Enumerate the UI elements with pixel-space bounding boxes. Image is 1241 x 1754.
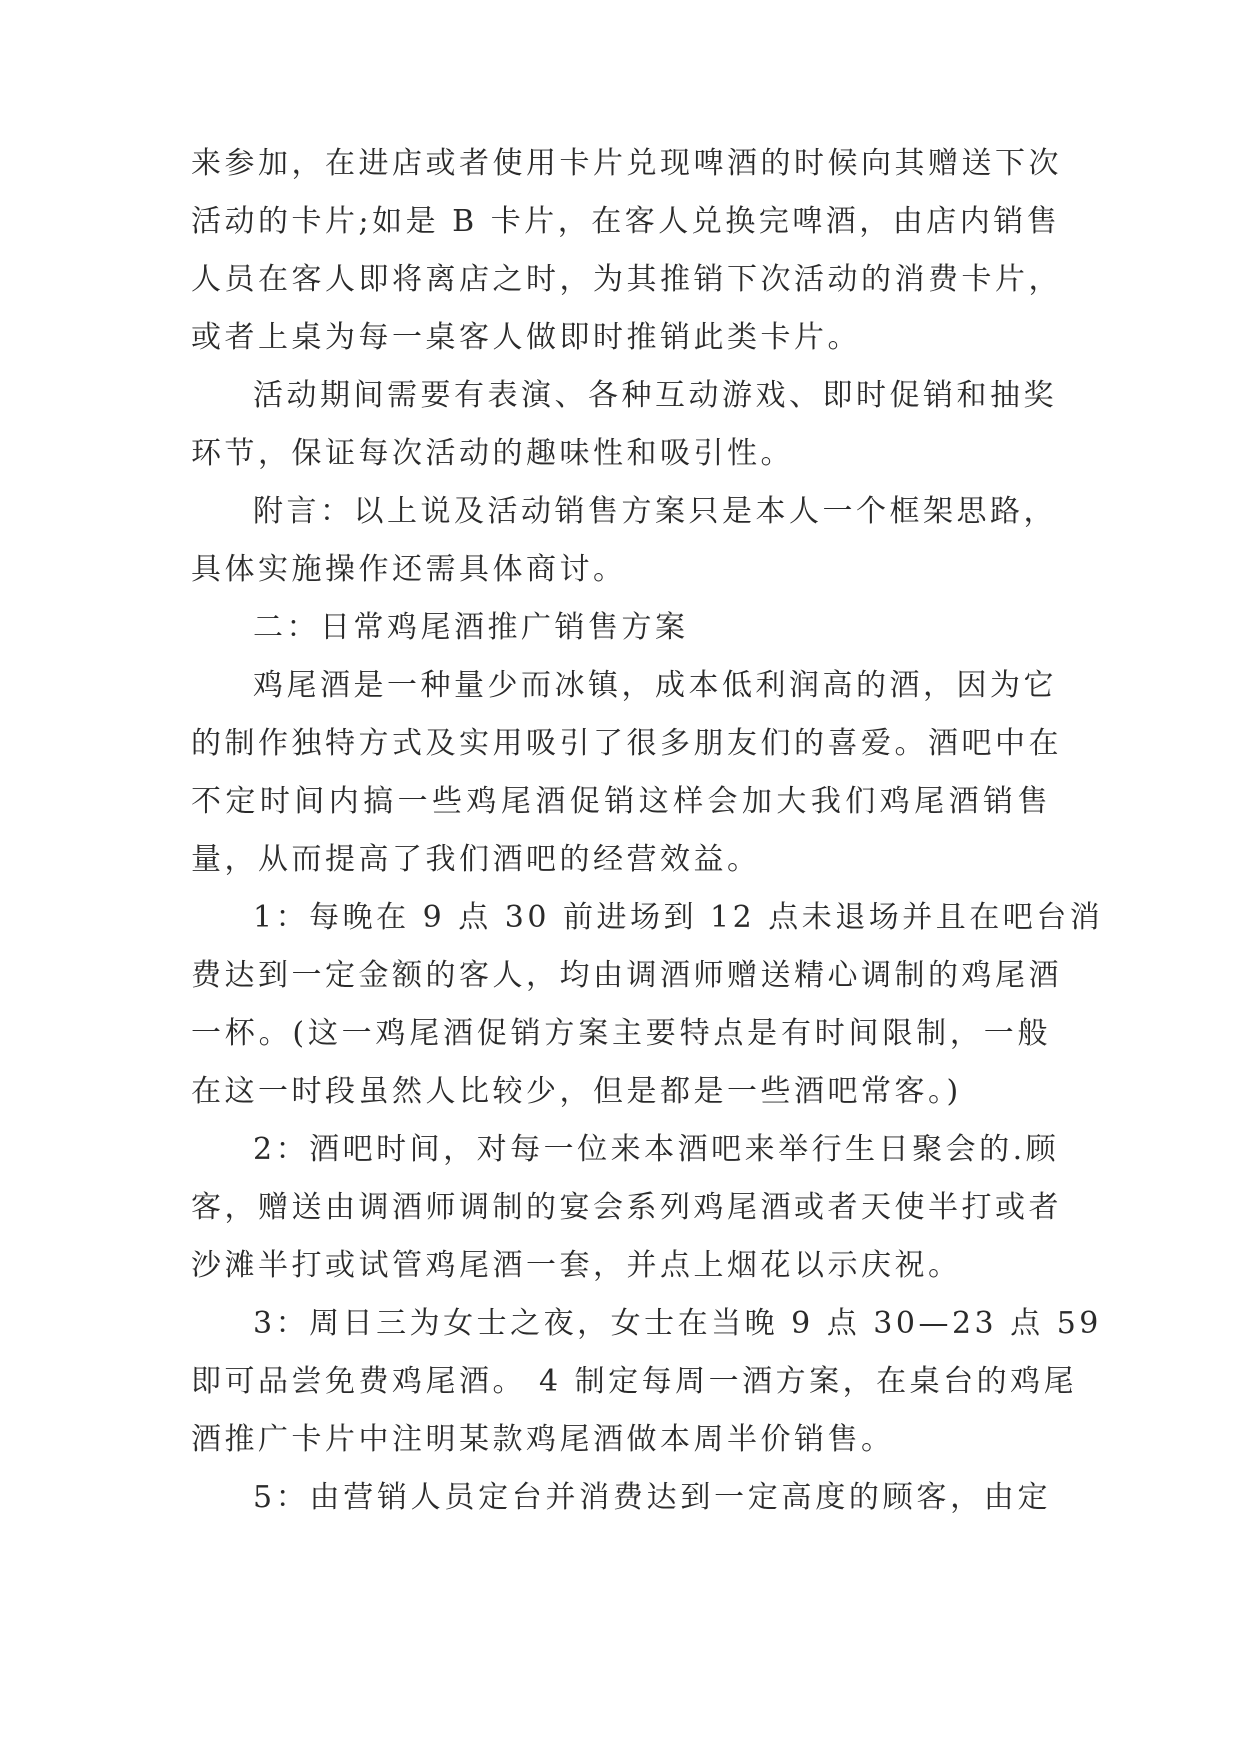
text-line: 3：周日三为女士之夜，女士在当晚 9 点 30—23 点 59	[253, 1306, 1102, 1341]
text-line: 附言：以上说及活动销售方案只是本人一个框架思路，	[253, 494, 1057, 529]
text-line: 不定时间内搞一些鸡尾酒促销这样会加大我们鸡尾酒销售	[191, 784, 1051, 819]
text-line: 量，从而提高了我们酒吧的经营效益。	[191, 842, 761, 877]
text-line: 或者上桌为每一桌客人做即时推销此类卡片。	[191, 320, 861, 355]
text-line: 的制作独特方式及实用吸引了很多朋友们的喜爱。酒吧中在	[191, 726, 1062, 761]
text-line: 沙滩半打或试管鸡尾酒一套，并点上烟花以示庆祝。	[191, 1248, 962, 1283]
text-line: 活动期间需要有表演、各种互动游戏、即时促销和抽奖	[253, 378, 1057, 413]
text-line: 在这一时段虽然人比较少，但是都是一些酒吧常客。)	[191, 1074, 962, 1109]
text-line: 5：由营销人员定台并消费达到一定高度的顾客，由定	[253, 1480, 1051, 1515]
text-line: 鸡尾酒是一种量少而冰镇，成本低利润高的酒，因为它	[253, 668, 1057, 703]
text-line: 环节，保证每次活动的趣味性和吸引性。	[191, 436, 794, 471]
text-line: 具体实施操作还需具体商讨。	[191, 552, 627, 587]
text-line: 活动的卡片;如是 B 卡片，在客人兑换完啤酒，由店内销售	[191, 204, 1061, 239]
text-line: 客，赠送由调酒师调制的宴会系列鸡尾酒或者天使半打或者	[191, 1190, 1062, 1225]
text-line: 1：每晚在 9 点 30 前进场到 12 点未退场并且在吧台消	[253, 900, 1104, 935]
section-heading: 二：日常鸡尾酒推广销售方案	[253, 610, 689, 645]
text-line: 2：酒吧时间，对每一位来本酒吧来举行生日聚会的.顾	[253, 1132, 1060, 1167]
text-line: 来参加，在进店或者使用卡片兑现啤酒的时候向其赠送下次	[191, 146, 1062, 181]
text-line: 人员在客人即将离店之时，为其推销下次活动的消费卡片，	[191, 262, 1062, 297]
text-line: 酒推广卡片中注明某款鸡尾酒做本周半价销售。	[191, 1422, 895, 1457]
text-line: 即可品尝免费鸡尾酒。 4 制定每周一酒方案，在桌台的鸡尾	[191, 1364, 1078, 1399]
text-line: 一杯。(这一鸡尾酒促销方案主要特点是有时间限制，一般	[191, 1016, 1051, 1051]
text-line: 费达到一定金额的客人，均由调酒师赠送精心调制的鸡尾酒	[191, 958, 1062, 993]
